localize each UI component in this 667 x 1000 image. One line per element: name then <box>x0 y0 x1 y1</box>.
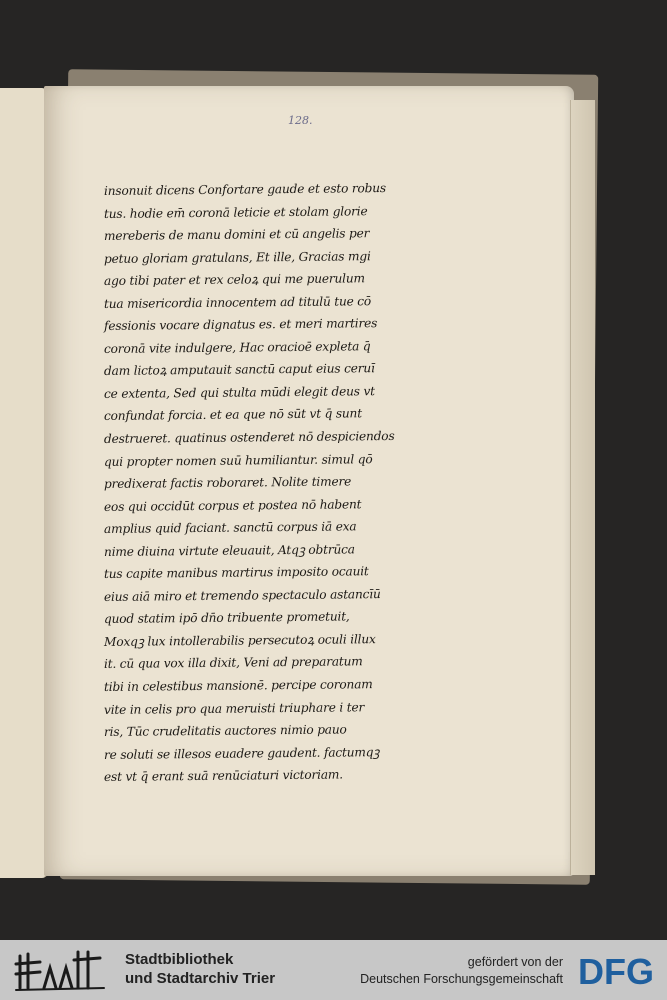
manuscript-line: predixerat factis roboraret. Nolite timere <box>103 474 352 492</box>
manuscript-line: fessionis vocare dignatus es. et meri martires <box>103 316 378 334</box>
manuscript-line: confundat forcia. et ea que nō sūt vt q̄ sunt <box>103 406 362 424</box>
manuscript-line: eius aiā miro et tremendo spectaculo astancīū <box>103 586 381 604</box>
manuscript-text <box>104 178 484 787</box>
manuscript-line: tua misericordia innocentem ad titulū tue cō <box>103 293 372 311</box>
manuscript-line: mereberis de manu domini et cū angelis per <box>103 226 370 244</box>
manuscript-line: nime diuina virtute eleuauit, Atqꝫ obtrūca <box>103 542 355 559</box>
manuscript-line: ris, Tūc crudelitatis auctores nimio pauo <box>103 722 347 740</box>
manuscript-line: vite in celis pro qua meruisti triuphare i ter <box>103 699 365 717</box>
manuscript-line: ago tibi pater et rex celoꝝ qui me puerulum <box>103 271 365 289</box>
library-name: Stadtbibliothek <box>125 951 234 968</box>
manuscript-line: quod statim ipō dn̄o tribuente prometuit, <box>103 609 350 627</box>
left-page-edge <box>0 88 48 878</box>
manuscript-line: ce extenta, Sed qui stulta mūdi elegit deus vt <box>103 384 375 401</box>
footer-bar <box>0 940 667 1000</box>
library-name-line2: und Stadtarchiv Trier <box>125 970 276 987</box>
manuscript-line: destrueret. quatinus ostenderet nō despiciendos <box>103 428 395 447</box>
stadtbibliothek-logo-icon <box>14 948 106 992</box>
page-fore-edge <box>570 100 595 875</box>
manuscript-line: insonuit dicens Confortare gaude et esto robus <box>103 181 386 198</box>
manuscript-line: est vt q̄ erant suā renūciaturi victoriam. <box>103 767 343 785</box>
manuscript-line: amplius quid faciant. sanctū corpus iā exa <box>103 519 357 537</box>
folio-number: 128. <box>288 114 313 127</box>
manuscript-line: re soluti se illesos euadere gaudent. factumqꝫ <box>103 744 380 762</box>
dfg-logo-text: DFG <box>578 951 654 992</box>
manuscript-line: tus. hodie em̄ coronā leticie et stolam glorie <box>103 203 368 221</box>
manuscript-line: it. cū qua vox illa dixit, Veni ad preparatum <box>103 654 363 672</box>
manuscript-line: eos qui occidūt corpus et postea nō habent <box>103 496 362 514</box>
manuscript-line: dam lictoꝝ amputauit sanctū caput eius ceruī <box>103 361 375 379</box>
manuscript-line: tus capite manibus martirus imposito ocauit <box>103 564 369 582</box>
funding-note: gefördert von der <box>467 955 563 969</box>
manuscript-line: qui propter nomen suū humiliantur. simul qō <box>103 451 373 469</box>
funding-organization: Deutschen Forschungsgemeinschaft <box>360 972 563 986</box>
manuscript-line: coronā vite indulgere, Hac oracioē expleta q̄ <box>103 339 371 356</box>
manuscript-line: petuo gloriam gratulans, Et ille, Gracias mgi <box>103 248 371 266</box>
manuscript-line: Moxqꝫ lux intollerabilis persecutoꝝ oculi illux <box>103 632 376 649</box>
dfg-logo-icon <box>570 946 662 992</box>
manuscript-line: tibi in celestibus mansionē. percipe coronam <box>103 677 373 695</box>
